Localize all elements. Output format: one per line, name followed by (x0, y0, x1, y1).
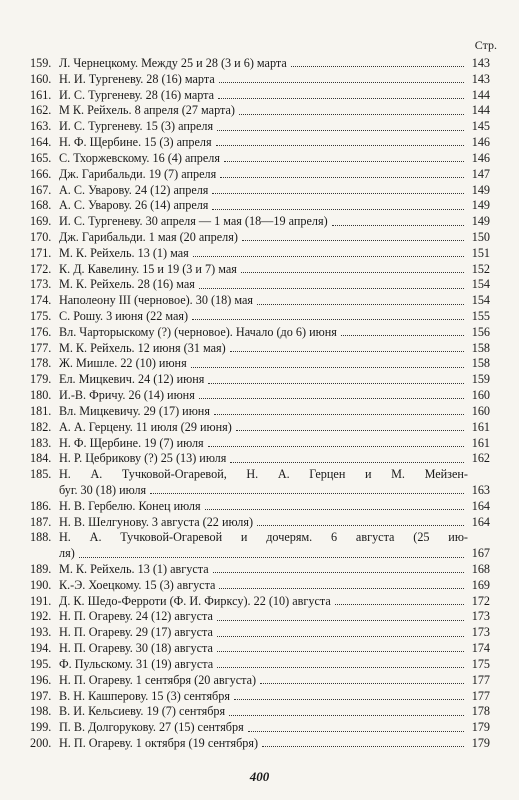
entry-title: ля) (59, 546, 75, 561)
toc-entry (30, 103, 490, 119)
entry-number: 187. (30, 514, 52, 529)
toc-entry (30, 578, 490, 594)
toc-entry (30, 372, 490, 388)
toc-entry (30, 657, 490, 673)
entry-page-number: 149 (471, 182, 490, 197)
dot-leader (150, 493, 464, 494)
entry-number: 196. (30, 672, 52, 687)
dot-leader (217, 667, 464, 668)
entry-title: М. К. Рейхель. 13 (1) мая (59, 245, 189, 260)
entry-number: 190. (30, 577, 52, 592)
dot-leader (212, 193, 464, 194)
entry-number: 160. (30, 71, 52, 86)
toc-entry (30, 341, 490, 357)
entry-number: 173. (30, 277, 52, 292)
entry-title: А. С. Уварову. 24 (12) апреля (59, 182, 209, 197)
entry-number: 179. (30, 372, 52, 387)
entry-number: 181. (30, 403, 52, 418)
dot-leader (216, 145, 464, 146)
entry-page-number: 164 (471, 514, 490, 529)
entry-page-number: 158 (471, 356, 490, 371)
toc-entry (30, 277, 490, 293)
entry-page-number: 151 (471, 245, 490, 260)
entry-page-number: 156 (471, 324, 490, 339)
dot-leader (234, 699, 464, 700)
dot-leader (217, 620, 464, 621)
entry-page-number: 158 (471, 340, 490, 355)
dot-leader (248, 731, 464, 732)
entry-page-number: 160 (471, 388, 490, 403)
entry-page-number: 146 (471, 135, 490, 150)
entry-title: Н. Р. Цебрикову (?) 25 (13) июля (59, 451, 227, 466)
entry-number: 166. (30, 166, 52, 181)
entry-title: С. Рошу. 3 июня (22 мая) (59, 309, 189, 323)
dot-leader (199, 288, 464, 289)
entry-title: Ф. Пульскому. 31 (19) августа (59, 656, 214, 671)
entry-title: Наполеону III (черновое). 30 (18) мая (59, 293, 253, 308)
entry-number: 171. (30, 245, 52, 260)
dot-leader (214, 414, 464, 415)
entry-title: Н. В. Гербелю. Конец июля (59, 498, 201, 513)
entry-number: 163. (30, 119, 52, 134)
entry-page-number: 175 (471, 656, 490, 671)
entry-number: 159. (30, 56, 52, 70)
entry-number: 162. (30, 103, 52, 118)
toc-entry (30, 673, 490, 689)
toc-entry (30, 356, 490, 372)
toc-entry (30, 293, 490, 309)
toc-entry (30, 151, 490, 167)
dot-leader (205, 509, 464, 510)
toc-entry (30, 704, 490, 720)
entry-page-number: 152 (471, 261, 490, 276)
entry-page-number: 159 (471, 372, 490, 387)
toc-entry (30, 214, 490, 230)
entry-page-number: 154 (471, 277, 490, 292)
entry-page-number: 173 (471, 609, 490, 624)
entry-page-number: 145 (471, 119, 490, 134)
entry-page-number: 177 (471, 672, 490, 687)
dot-leader (332, 225, 464, 226)
entry-title: А. С. Уварову. 26 (14) апреля (59, 198, 209, 213)
entry-title: В. Н. Кашперову. 15 (3) сентября (59, 688, 230, 703)
dot-leader (242, 240, 464, 241)
entry-number: 189. (30, 562, 52, 576)
dot-leader (219, 82, 464, 83)
entry-page-number: 154 (471, 293, 490, 308)
dot-leader (208, 446, 464, 447)
toc-entry (30, 467, 490, 483)
entry-page-number: 143 (471, 71, 490, 86)
entry-title: А. А. Герцену. 11 июля (29 июня) (59, 419, 232, 434)
dot-leader (192, 319, 464, 320)
entry-page-number: 144 (471, 87, 490, 102)
entry-title: К.-Э. Хоецкому. 15 (3) августа (59, 577, 216, 592)
entry-title: Н. П. Огареву. 1 сентября (20 августа) (59, 672, 257, 687)
dot-leader (220, 177, 464, 178)
page-column-header: Стр. (474, 38, 497, 52)
toc-entry (30, 499, 490, 515)
dot-leader (230, 462, 464, 463)
entry-page-number: 162 (471, 451, 490, 466)
dot-leader (236, 430, 464, 431)
entry-page-number: 160 (471, 403, 490, 418)
dot-leader (260, 683, 464, 684)
entry-number: 168. (30, 198, 52, 213)
toc-entry (30, 167, 490, 183)
entry-page-number: 164 (471, 498, 490, 513)
toc-entry (30, 56, 490, 72)
entry-page-number: 146 (471, 150, 490, 165)
entry-number: 199. (30, 720, 52, 735)
entry-page-number: 150 (471, 229, 490, 244)
entry-number: 180. (30, 388, 52, 403)
entry-title: Н. И. Тургеневу. 28 (16) марта (59, 71, 215, 86)
entry-title: Н. Ф. Щербине. 15 (3) апреля (59, 135, 212, 150)
entry-page-number: 161 (471, 435, 490, 450)
entry-number: 183. (30, 435, 52, 450)
entry-page-number: 167 (471, 546, 490, 561)
entry-title: Вл. Мицкевичу. 29 (17) июня (59, 403, 210, 418)
toc-entry (30, 388, 490, 404)
entry-page-number: 177 (471, 688, 490, 703)
entry-number: 165. (30, 150, 52, 165)
entry-page-number: 169 (471, 577, 490, 592)
toc-entry (30, 736, 490, 752)
entry-title: И. С. Тургеневу. 28 (16) марта (59, 87, 215, 102)
entry-page-number: 144 (471, 103, 490, 118)
toc-entry (30, 198, 490, 214)
entry-number: 186. (30, 498, 52, 513)
entry-title: Дж. Гарибальди. 19 (7) апреля (59, 166, 217, 181)
entry-number: 185. (30, 467, 52, 482)
entry-title: М. К. Рейхель. 13 (1) августа (59, 562, 209, 576)
entry-title: И.-В. Фричу. 26 (14) июня (59, 388, 195, 403)
entry-page-number: 149 (471, 214, 490, 229)
entry-title: Н. П. Огареву. 30 (18) августа (59, 641, 213, 656)
toc-entry (30, 594, 490, 610)
entry-number: 192. (30, 609, 52, 624)
entry-title: П. В. Долгорукову. 27 (15) сентября (59, 720, 244, 735)
entry-page-number: 143 (471, 56, 490, 70)
dot-leader (229, 715, 464, 716)
dot-leader (79, 557, 464, 558)
toc-entry (30, 309, 490, 325)
dot-leader (224, 161, 464, 162)
entry-number: 161. (30, 87, 52, 102)
toc-entry (30, 246, 490, 262)
entry-page-number: 174 (471, 641, 490, 656)
entry-number: 188. (30, 530, 52, 545)
entry-number: 198. (30, 704, 52, 719)
entry-title: Н. Ф. Щербине. 19 (7) июля (59, 435, 204, 450)
entry-title: В. И. Кельсиеву. 19 (7) сентября (59, 704, 226, 719)
toc-entry (30, 641, 490, 657)
entry-number: 170. (30, 229, 52, 244)
toc-entry (30, 183, 490, 199)
toc-entry (30, 530, 490, 546)
entry-page-number: 149 (471, 198, 490, 213)
toc-entry (30, 262, 490, 278)
entry-number: 191. (30, 593, 52, 608)
table-of-contents (30, 56, 490, 752)
toc-entry (30, 72, 490, 88)
entry-number: 197. (30, 688, 52, 703)
dot-leader (230, 351, 464, 352)
entry-title: Д. К. Шедо-Ферроти (Ф. И. Фирксу). 22 (10) августа (59, 593, 331, 608)
toc-entry (30, 404, 490, 420)
entry-page-number: 179 (471, 720, 490, 735)
entry-number: 178. (30, 356, 52, 371)
entry-title: Вл. Чарторыскому (?) (черновое). Начало (до 6) июня (59, 324, 337, 339)
toc-entry (30, 230, 490, 246)
entry-page-number: 155 (471, 309, 490, 323)
entry-page-number: 163 (471, 482, 490, 497)
toc-entry (30, 515, 490, 531)
entry-title: Дж. Гарибальди. 1 мая (20 апреля) (59, 229, 238, 244)
entry-title: М. К. Рейхель. 12 июня (31 мая) (59, 340, 226, 355)
entry-number: 177. (30, 340, 52, 355)
dot-leader (335, 604, 464, 605)
entry-page-number: 173 (471, 625, 490, 640)
entry-page-number: 168 (471, 562, 490, 576)
entry-title: Н. В. Шелгунову. 3 августа (22 июля) (59, 514, 254, 529)
dot-leader (257, 304, 464, 305)
toc-entry (30, 720, 490, 736)
entry-number: 175. (30, 309, 52, 323)
toc-entry (30, 689, 490, 705)
toc-entry (30, 451, 490, 467)
dot-leader (217, 636, 464, 637)
entry-page-number: 179 (471, 735, 490, 750)
entry-title: Н. П. Огареву. 24 (12) августа (59, 609, 213, 624)
dot-leader (241, 272, 464, 273)
toc-entry (30, 483, 490, 499)
entry-title: Ел. Мицкевич. 24 (12) июня (59, 372, 205, 387)
entry-number: 193. (30, 625, 52, 640)
dot-leader (191, 367, 464, 368)
entry-number: 169. (30, 214, 52, 229)
dot-leader (213, 572, 464, 573)
entry-number: 182. (30, 419, 52, 434)
dot-leader (199, 398, 464, 399)
entry-title: Н. А. Тучковой-Огаревой и дочерям. 6 августа (25 ию- (59, 530, 468, 545)
entry-title: С. Тхоржевскому. 16 (4) апреля (59, 150, 220, 165)
dot-leader (212, 209, 464, 210)
entry-number: 167. (30, 182, 52, 197)
entry-title: И. С. Тургеневу. 30 апреля — 1 мая (18—19 апреля) (59, 214, 328, 229)
entry-number: 200. (30, 735, 52, 750)
entry-number: 164. (30, 135, 52, 150)
toc-entry (30, 625, 490, 641)
entry-number: 174. (30, 293, 52, 308)
dot-leader (217, 651, 464, 652)
entry-title: К. Д. Кавелину. 15 и 19 (3 и 7) мая (59, 261, 237, 276)
dot-leader (208, 383, 464, 384)
entry-title: буг. 30 (18) июля (59, 482, 147, 497)
toc-entry (30, 325, 490, 341)
dot-leader (291, 66, 464, 67)
entry-title: М. К. Рейхель. 28 (16) мая (59, 277, 195, 292)
dot-leader (218, 98, 464, 99)
entry-page-number: 147 (471, 166, 490, 181)
toc-entry (30, 546, 490, 562)
dot-leader (262, 746, 464, 747)
dot-leader (239, 114, 464, 115)
toc-entry (30, 609, 490, 625)
entry-title: Н. П. Огареву. 1 октября (19 сентября) (59, 735, 259, 750)
page-number: 400 (249, 769, 270, 784)
entry-number: 184. (30, 451, 52, 466)
entry-number: 195. (30, 656, 52, 671)
entry-number: 176. (30, 324, 52, 339)
entry-page-number: 172 (471, 593, 490, 608)
entry-title: Н. А. Тучковой-Огаревой, Н. А. Герцен и М. Мейзен- (59, 467, 468, 482)
dot-leader (193, 256, 464, 257)
toc-entry (30, 135, 490, 151)
entry-number: 194. (30, 641, 52, 656)
dot-leader (219, 588, 464, 589)
entry-page-number: 161 (471, 419, 490, 434)
entry-title: Л. Чернецкому. Между 25 и 28 (3 и 6) марта (59, 56, 287, 70)
toc-entry (30, 436, 490, 452)
toc-entry (30, 119, 490, 135)
entry-title: И. С. Тургеневу. 15 (3) апреля (59, 119, 214, 134)
entry-title: М К. Рейхель. 8 апреля (27 марта) (59, 103, 235, 118)
dot-leader (217, 130, 464, 131)
dot-leader (257, 525, 464, 526)
dot-leader (341, 335, 464, 336)
toc-entry (30, 88, 490, 104)
entry-number: 172. (30, 261, 52, 276)
entry-page-number: 178 (471, 704, 490, 719)
entry-title: Ж. Мишле. 22 (10) июня (59, 356, 187, 371)
toc-entry (30, 420, 490, 436)
toc-entry (30, 562, 490, 578)
entry-title: Н. П. Огареву. 29 (17) августа (59, 625, 213, 640)
